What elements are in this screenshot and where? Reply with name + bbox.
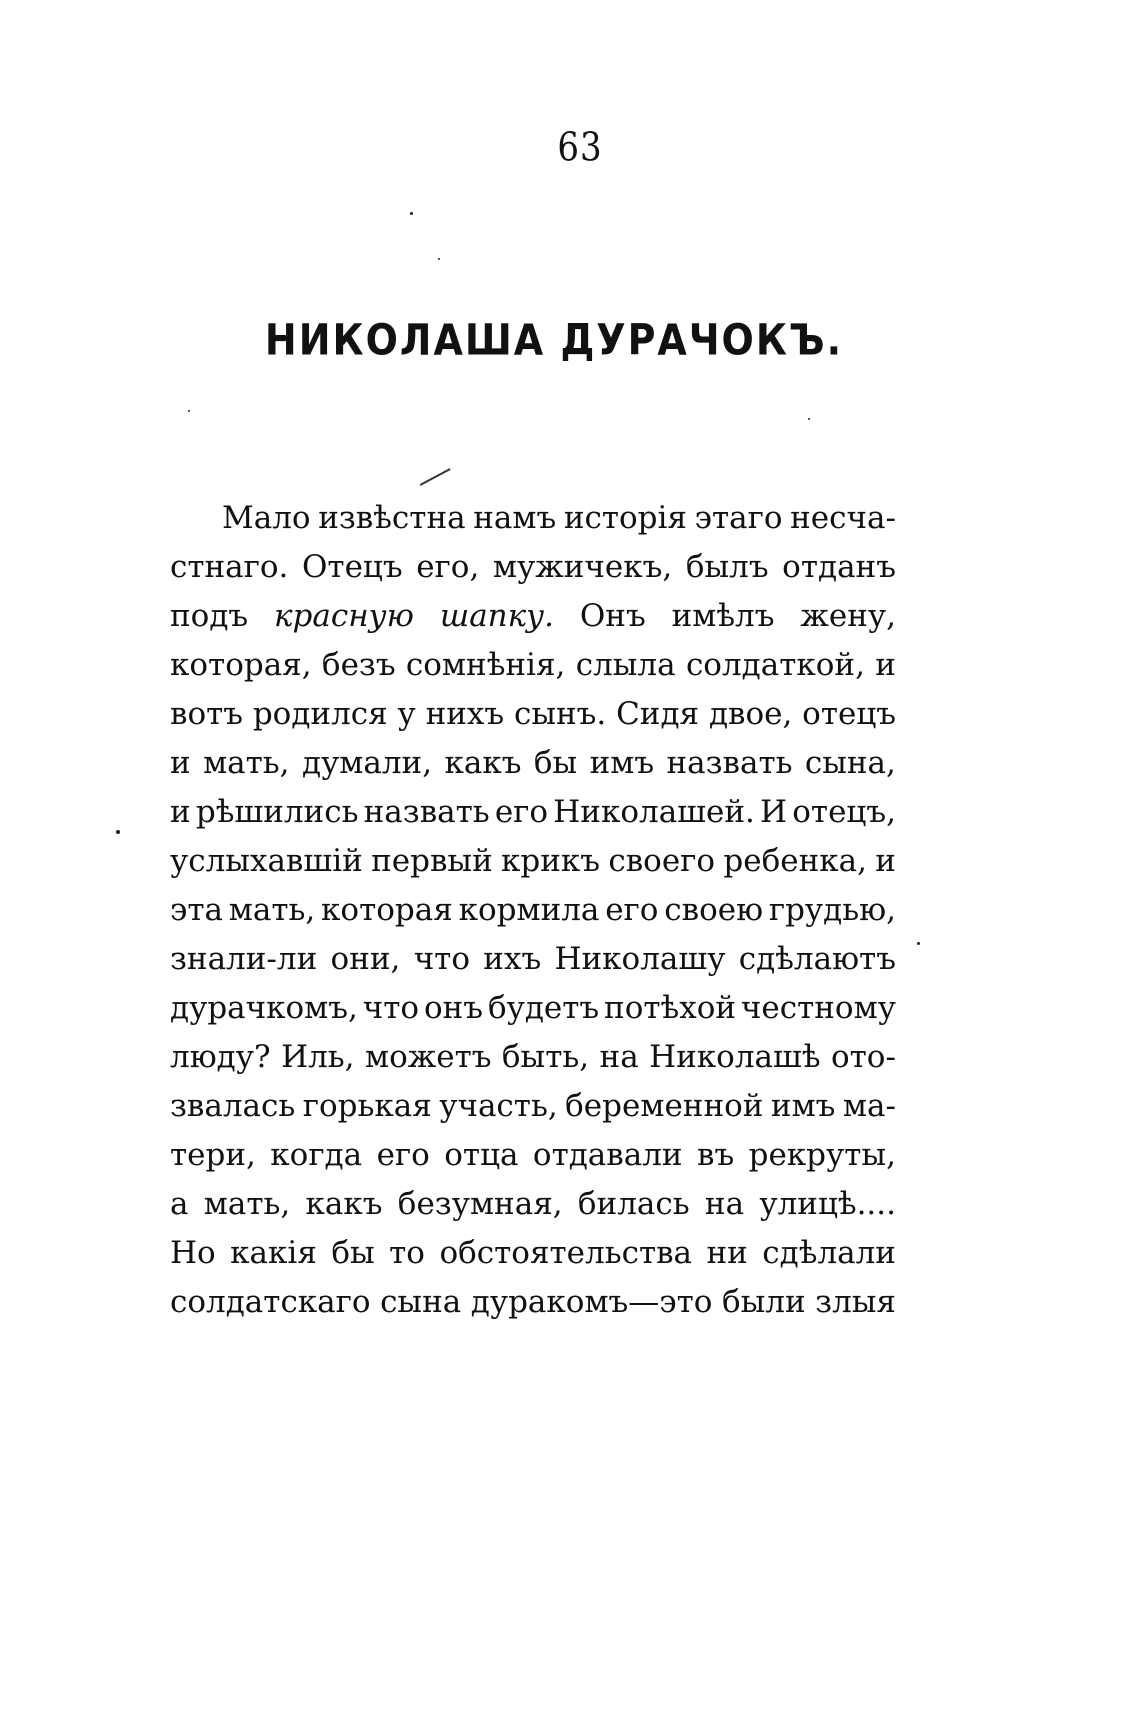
scan-speck (188, 410, 190, 412)
text-word: и (875, 843, 896, 879)
text-word: его, (416, 549, 480, 585)
scan-speck (116, 830, 120, 834)
text-word: сына, (804, 745, 896, 781)
text-word: беременной (565, 1088, 764, 1124)
text-word: какъ (305, 1186, 383, 1222)
text-word: участь, (439, 1088, 558, 1124)
text-word: красную (274, 598, 414, 634)
text-word: бы (331, 1235, 375, 1271)
scan-speck (410, 212, 413, 215)
text-word: и (875, 647, 896, 683)
text-word: ребенка, (723, 843, 867, 879)
text-word: безумная, (397, 1186, 563, 1222)
text-word: когда (270, 1137, 363, 1173)
text-word: его (376, 1137, 430, 1173)
text-word: своею (664, 892, 764, 928)
text-word: сдѣлали (762, 1235, 896, 1271)
text-word: отданъ (782, 549, 896, 585)
text-word: мать, (228, 892, 316, 928)
text-word: несча- (790, 500, 896, 536)
text-word: назвать (363, 794, 490, 830)
text-word: Сидя (616, 696, 700, 732)
text-word: эта (170, 892, 223, 928)
text-word: исторія (563, 500, 687, 536)
text-word: грудью, (768, 892, 896, 928)
text-word: Иль, (281, 1039, 355, 1075)
text-word: родился (252, 696, 388, 732)
text-word: обстоятельства (439, 1235, 693, 1271)
text-word: имъ (589, 745, 655, 781)
chapter-title: НИКОЛАША ДУРАЧОКЪ. (264, 315, 844, 365)
text-word: онъ (423, 990, 484, 1026)
text-word: быть, (501, 1039, 590, 1075)
text-word: звалась (170, 1088, 296, 1124)
text-line (170, 592, 896, 641)
text-line (170, 1033, 896, 1082)
text-word: своего (608, 843, 716, 879)
text-word: мужичекъ, (492, 549, 673, 585)
text-word: двое, (708, 696, 793, 732)
text-word: сынъ. (513, 696, 607, 732)
text-word: имъ (770, 1088, 836, 1124)
text-word: можетъ (364, 1039, 492, 1075)
text-word: ихъ (483, 941, 542, 977)
text-word: дурачкомъ, (170, 990, 358, 1026)
text-word: они, (330, 941, 401, 977)
text-word: извѣстна (318, 500, 466, 536)
text-word: кормила (458, 892, 600, 928)
text-word: и (170, 794, 191, 830)
text-word: горькая (302, 1088, 432, 1124)
text-word: отецъ, (792, 794, 896, 830)
text-word: имѣлъ (671, 598, 775, 634)
text-word: назвать (666, 745, 793, 781)
text-word: что (413, 941, 470, 977)
text-word: намъ (473, 500, 557, 536)
text-word: мать, (203, 1186, 291, 1222)
scan-speck (917, 942, 920, 945)
text-word: солдатскаго (170, 1284, 371, 1320)
text-word: Мало (222, 500, 311, 536)
text-word: Николашѣ (649, 1039, 821, 1075)
text-line (170, 837, 896, 886)
text-word: безъ (321, 647, 396, 683)
text-word: на (704, 1186, 745, 1222)
text-word: у (397, 696, 416, 732)
text-line (170, 788, 896, 837)
text-word: тери, (170, 1137, 256, 1173)
text-word: улицѣ.... (759, 1186, 896, 1222)
text-word: сына (380, 1284, 462, 1320)
text-word: что (362, 990, 420, 1026)
text-line (170, 1278, 896, 1327)
text-word: стнаго. (170, 549, 289, 585)
text-word: Отецъ (302, 549, 403, 585)
text-word: люду? (170, 1039, 271, 1075)
text-word: дуракомъ—это (470, 1284, 713, 1320)
text-word: на (599, 1039, 639, 1075)
text-word: подъ (170, 598, 249, 634)
text-word: ма- (842, 1088, 896, 1124)
text-word: билась (577, 1186, 690, 1222)
text-word: его (605, 892, 659, 928)
text-word: знали-ли (170, 941, 318, 977)
text-line (170, 494, 896, 543)
text-word: первый (371, 843, 493, 879)
text-line (170, 690, 896, 739)
scan-mark (420, 468, 451, 485)
text-word: сомнѣнія, (405, 647, 566, 683)
text-word: какъ (444, 745, 522, 781)
text-word: ни (706, 1235, 748, 1271)
text-word: былъ (685, 549, 769, 585)
text-word: услыхавшій (170, 843, 363, 879)
text-line (170, 1229, 896, 1278)
text-word: этаго (694, 500, 783, 536)
text-line (170, 739, 896, 788)
scan-speck (808, 418, 810, 420)
text-word: мать, (203, 745, 290, 781)
text-word: его (494, 794, 549, 830)
text-word: а (170, 1186, 189, 1222)
text-word: бы (533, 745, 578, 781)
text-word: сдѣлаютъ (738, 941, 896, 977)
text-line (170, 935, 896, 984)
text-word: которая, (170, 647, 312, 683)
text-word: отецъ (802, 696, 896, 732)
text-word: вотъ (170, 696, 243, 732)
text-line (170, 984, 896, 1033)
text-line (170, 1082, 896, 1131)
body-text (170, 494, 896, 1327)
text-word: Но (170, 1235, 216, 1271)
text-word: отдавали (532, 1137, 683, 1173)
text-word: думали, (301, 745, 433, 781)
text-word: шапку. (439, 598, 554, 634)
text-word: честному (740, 990, 896, 1026)
text-word: Онъ (579, 598, 646, 634)
scan-speck (438, 258, 440, 260)
text-line (170, 1180, 896, 1229)
text-word: потѣхой (604, 990, 737, 1026)
text-word: Николашей. (553, 794, 755, 830)
text-word: ото- (830, 1039, 896, 1075)
text-word: нихъ (425, 696, 505, 732)
text-line (170, 886, 896, 935)
text-word: отца (444, 1137, 519, 1173)
text-word: которая (321, 892, 453, 928)
text-line (170, 641, 896, 690)
text-word: жену, (800, 598, 896, 634)
text-word: какія (230, 1235, 317, 1271)
text-word: злыя (815, 1284, 896, 1320)
text-word: слыла (575, 647, 676, 683)
text-word: крикъ (501, 843, 601, 879)
text-word: рѣшились (195, 794, 359, 830)
text-word: будетъ (487, 990, 600, 1026)
text-word: Николашу (554, 941, 726, 977)
text-word: и (170, 745, 191, 781)
text-word: въ (697, 1137, 735, 1173)
text-line (170, 543, 896, 592)
page-number: 63 (557, 125, 603, 171)
text-word: были (721, 1284, 806, 1320)
text-word: солдаткой, (685, 647, 865, 683)
text-word: то (389, 1235, 425, 1271)
text-line (170, 1131, 896, 1180)
text-word: рекруты, (748, 1137, 896, 1173)
text-word: И (760, 794, 788, 830)
